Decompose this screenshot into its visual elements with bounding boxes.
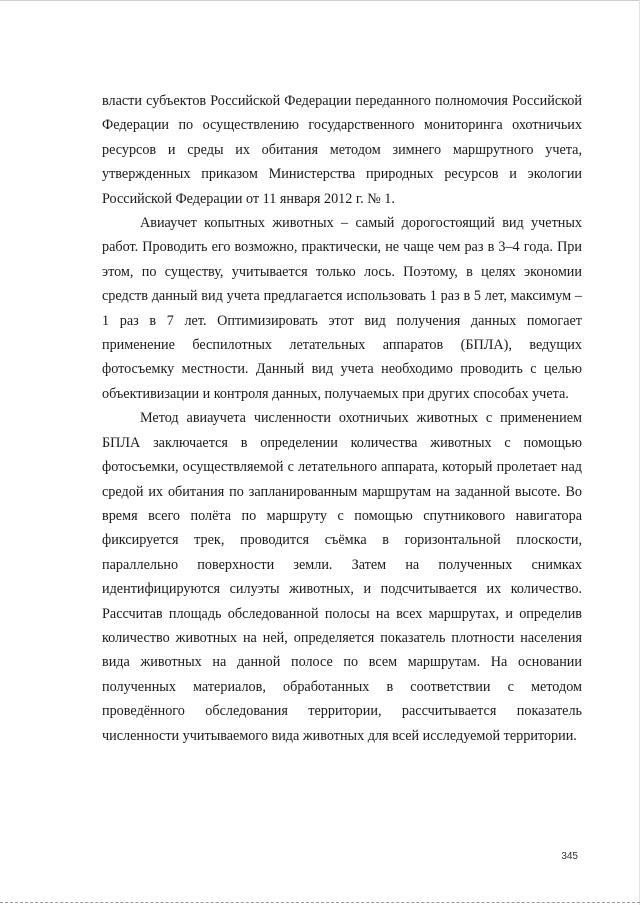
paragraph-continuation: власти субъектов Российской Федерации переданного полномочия Российской Федерации по осуществлению государственного мониторинга охотничьих ресурсов и среды их обитания методом зимнего маршрутного учета, утвержденных приказом Министерства природных ресурсов и экологии Российской Федерации от 11 января 2012 г. № 1. [102, 93, 582, 207]
page-number: 345 [561, 851, 578, 862]
paragraph-aerial-census: Авиаучет копытных животных – самый дорогостоящий вид учетных работ. Проводить его возможно, практически, не чаще чем раз в 3–4 года. При этом, по существу, учитывается только лось. Поэтому, в целях экономии средств данный вид учета предлагается использовать 1 раз в 5 лет, максимум – 1 раз в 7 лет. Оптимизировать этот вид получения данных помогает применение беспилотных летательных аппаратов (БПЛА), ведущих фотосъемку местности. Данный вид учета необходимо проводить с целью объективизации и контроля данных, получаемых при других способах учета. [102, 215, 582, 402]
page-top-edge [0, 0, 640, 1]
paragraph-uav-method: Метод авиаучета численности охотничьих животных с применением БПЛА заключается в определении количества животных с помощью фотосъемки, осуществляемой с летательного аппарата, который пролетает над средой их обитания по запланированным маршрутам на заданной высоте. Во время всего полёта по маршруту с помощью спутникового навигатора фиксируется трек, проводится съёмка в горизонтальной плоскости, параллельно поверхности земли. Затем на полученных снимках идентифицируются силуэты животных, и подсчитывается их количество. Рассчитав площадь обследованной полосы на всех маршрутах, и определив количество животных на ней, определяется показатель плотности населения вида животных на данной полосе по всем маршрутам. На основании полученных материалов, обработанных в соответствии с методом проведённого обследования территории, рассчитывается показатель численности учитываемого вида животных для всей исследуемой территории. [102, 410, 582, 744]
page-bottom-rule [0, 902, 640, 903]
document-body [102, 89, 582, 748]
